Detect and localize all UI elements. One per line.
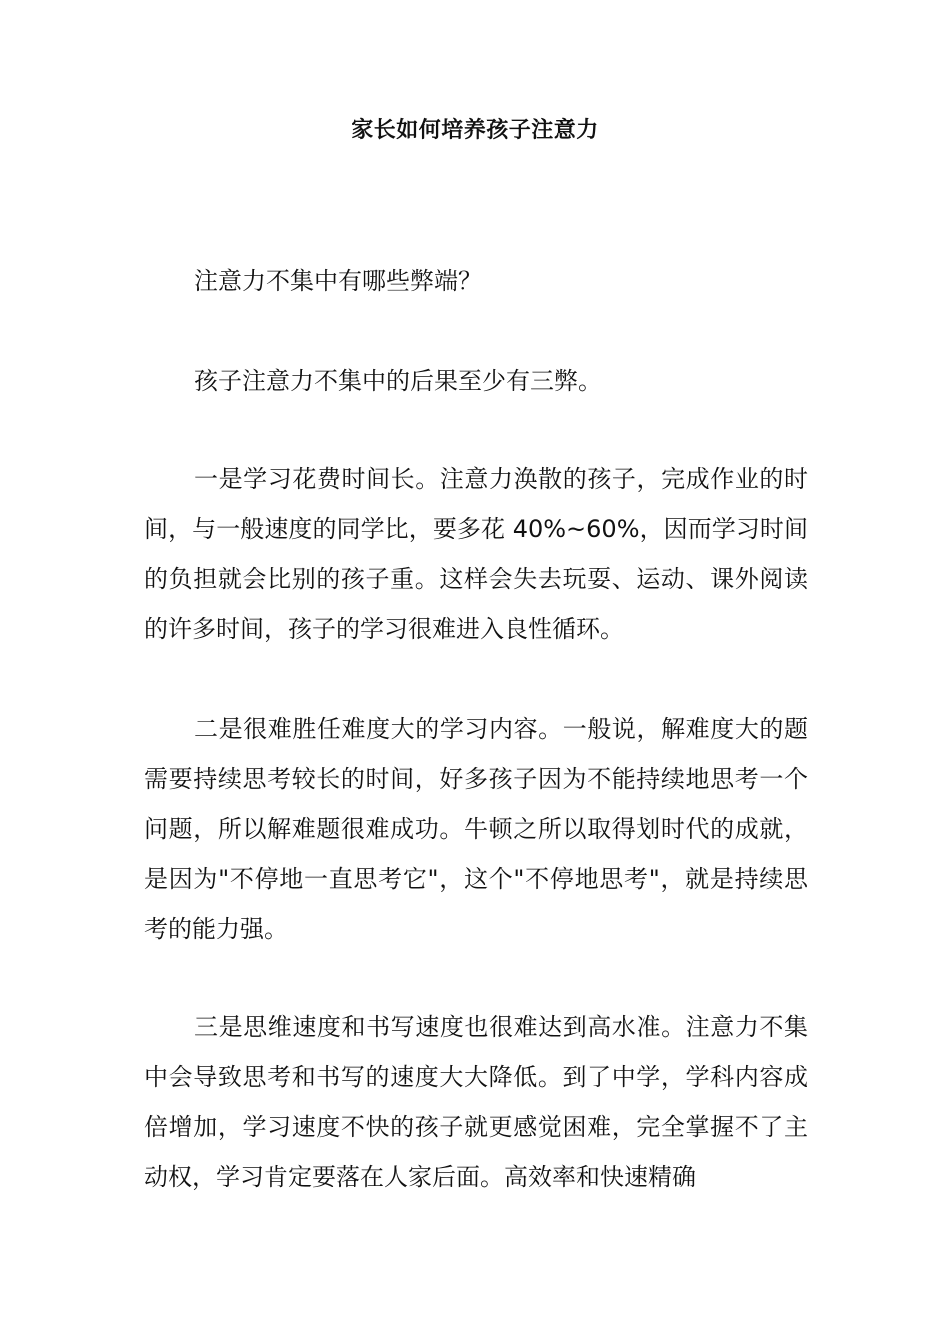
paragraph-question: 注意力不集中有哪些弊端？ (194, 267, 482, 295)
paragraph-third-drawback: 三是思维速度和书写速度也很难达到高水准。注意力不集中会导致思考和书写的速度大大降低。到了中学，学科内容成倍增加，学习速度不快的孩子就更感觉困难，完全掌握不了主动权，学习肯定要落在人家后面。高效率和快速精确 (144, 1013, 808, 1191)
paragraph-second-drawback: 二是很难胜任难度大的学习内容。一般说，解难度大的题需要持续思考较长的时间，好多孩子因为不能持续地思考一个问题，所以解难题很难成功。牛顿之所以取得划时代的成就，是因为"不停地一直思考它"，这个"不停地思考"，就是持续思考的能力强。 (144, 715, 808, 943)
paragraph-intro: 孩子注意力不集中的后果至少有三弊。 (194, 367, 602, 395)
paragraph-first-drawback: 一是学习花费时间长。注意力涣散的孩子，完成作业的时间，与一般速度的同学比，要多花 40%~60%，因而学习时间的负担就会比别的孩子重。这样会失去玩耍、运动、课外阅读的许多时间，孩子的学习很难进入良性循环。 (144, 465, 808, 643)
document-title: 家长如何培养孩子注意力 (351, 118, 599, 143)
